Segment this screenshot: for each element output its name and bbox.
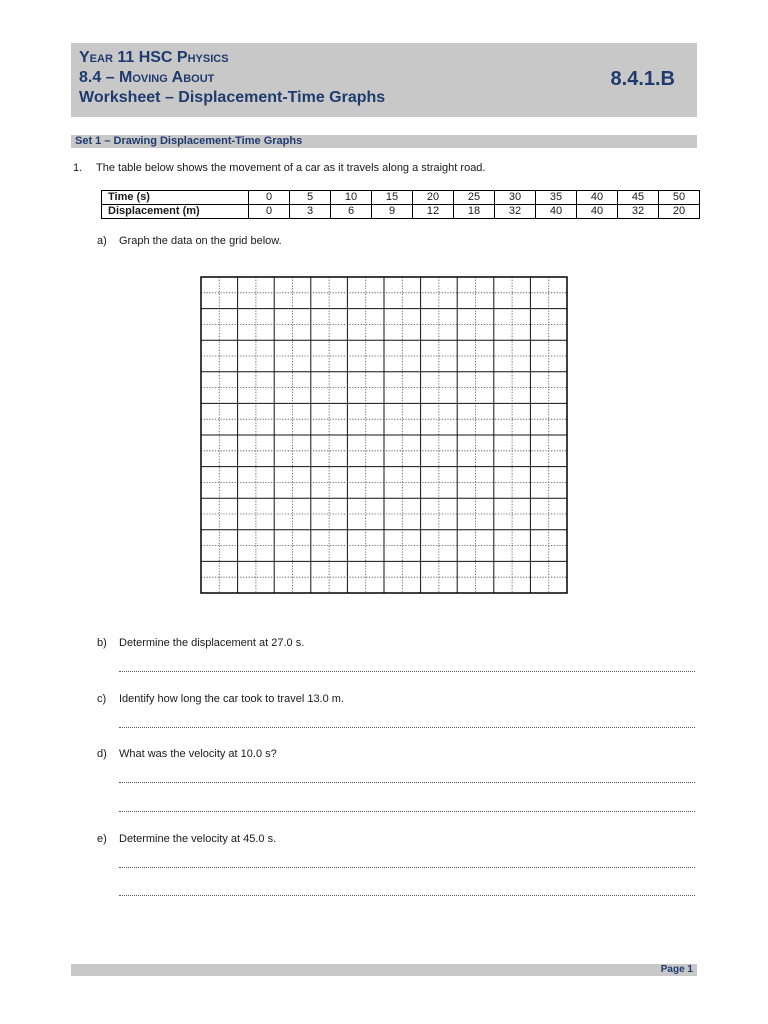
answer-line[interactable] [119,867,695,868]
table-cell: 35 [536,191,577,205]
table-cell: 3 [290,205,331,219]
row-header-time: Time (s) [102,191,249,205]
data-table [101,190,700,219]
part-d-label: d) [97,748,107,760]
table-cell: 10 [331,191,372,205]
section-title: Set 1 – Drawing Displacement-Time Graphs [75,135,303,147]
table-row [102,191,700,205]
part-b-label: b) [97,637,107,649]
worksheet-code: 8.4.1.B [610,68,675,90]
question-number: 1. [73,162,83,174]
part-a-label: a) [97,235,107,247]
table-cell: 30 [495,191,536,205]
answer-line[interactable] [119,671,695,672]
table-cell: 50 [659,191,700,205]
table-cell: 40 [577,191,618,205]
answer-line[interactable] [119,895,695,896]
graph-grid[interactable] [200,276,568,599]
table-cell: 40 [536,205,577,219]
table-cell: 12 [413,205,454,219]
course-title: Year 11 HSC Physics [79,49,229,66]
part-c-text: Identify how long the car took to travel 13.0 m. [119,693,345,705]
answer-line[interactable] [119,727,695,728]
part-d-text: What was the velocity at 10.0 s? [119,748,277,760]
table-cell: 45 [618,191,659,205]
table-cell: 15 [372,191,413,205]
table-cell: 18 [454,205,495,219]
table-cell: 20 [659,205,700,219]
answer-line[interactable] [119,811,695,812]
table-cell: 32 [495,205,536,219]
table-cell: 0 [249,205,290,219]
answer-line[interactable] [119,782,695,783]
table-cell: 5 [290,191,331,205]
section-bar [71,135,697,148]
worksheet-title: Worksheet – Displacement-Time Graphs [79,89,386,106]
part-e-text: Determine the velocity at 45.0 s. [119,833,277,845]
table-cell: 32 [618,205,659,219]
part-a-text: Graph the data on the grid below. [119,235,282,247]
table-cell: 20 [413,191,454,205]
table-cell: 9 [372,205,413,219]
table-cell: 40 [577,205,618,219]
footer-bar [71,964,697,976]
part-c-label: c) [97,693,107,705]
page-number: Page 1 [660,964,693,975]
topic-title: 8.4 – Moving About [79,69,215,86]
row-header-displacement: Displacement (m) [102,205,249,219]
part-b-text: Determine the displacement at 27.0 s. [119,637,305,649]
table-cell: 0 [249,191,290,205]
table-cell: 25 [454,191,495,205]
table-cell: 6 [331,205,372,219]
question-text: The table below shows the movement of a car as it travels along a straight road. [96,162,486,174]
worksheet-header [71,43,697,117]
part-e-label: e) [97,833,107,845]
table-row [102,205,700,219]
